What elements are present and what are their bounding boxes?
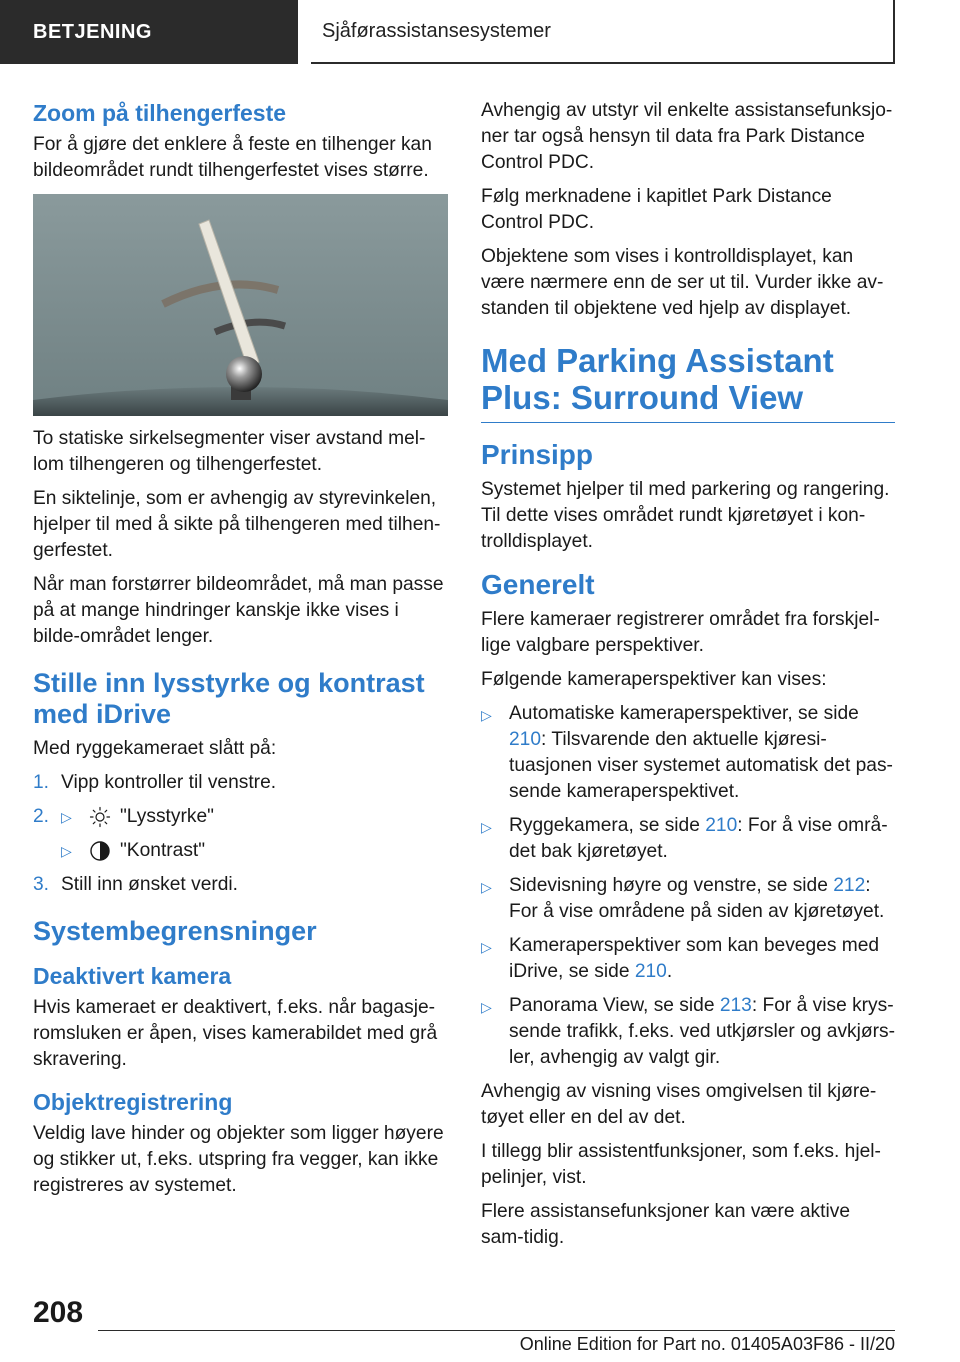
header-separator: [298, 0, 311, 64]
page-number: 208: [33, 1296, 84, 1329]
deactivated-heading: Deaktivert kamera: [33, 963, 232, 989]
list-item: ▷ Sidevisning høyre og venstre, se side 212: For å vise områdene på siden av kjøretøyet.: [481, 873, 895, 925]
chapter-title-box: [311, 0, 895, 64]
list-item: ▷ Kameraperspektiver som kan beveges med iDrive, se side 210.: [481, 933, 895, 985]
display-warning-text: Objektene som vises i kontrolldisplayet, kan være nærmere enn de ser ut til. Vurder ikke av-standen til objektene ved hjelp av displayet.: [481, 246, 884, 319]
general-heading: Generelt: [481, 569, 595, 600]
triangle-bullet-icon: ▷: [61, 809, 72, 825]
general-intro: Følgende kameraperspektiver kan vises:: [481, 669, 827, 690]
page-link[interactable]: 210: [634, 961, 667, 982]
list-item: ▷ Ryggekamera, se side 210: For å vise områ-det bak kjøretøyet.: [481, 813, 895, 865]
page-link[interactable]: 210: [509, 729, 542, 750]
step-1: [33, 770, 448, 796]
page-link[interactable]: 213: [719, 995, 752, 1016]
pdc-text: Avhengig av utstyr vil enkelte assistansefunksjo-ner tar også hensyn til data fra Park Distance Control PDC.: [481, 100, 893, 173]
triangle-bullet-icon: ▷: [481, 999, 492, 1015]
step-number: 3.: [33, 874, 50, 895]
triangle-bullet-icon: ▷: [481, 707, 492, 723]
pdc-notes-text: Følg merknadene i kapitlet Park Distance Control PDC.: [481, 186, 832, 233]
list-item: ▷ Automatiske kameraperspektiver, se side 210: Tilsvarende den aktuelle kjøresi-tuasjonen viser systemet automatisk det pas-sende kameraperspektivet.: [481, 701, 895, 805]
hitch-ball: [226, 356, 262, 392]
section-tab: [0, 0, 298, 64]
principle-text: Systemet hjelper til med parkering og rangering. Til dette vises området rundt kjøretøyet i kon-trolldisplayet.: [481, 479, 890, 552]
multiple-functions-text: Flere assistansefunksjoner kan være aktive sam-tidig.: [481, 1201, 850, 1248]
detection-heading: Objektregistrering: [33, 1089, 233, 1115]
surroundings-text: Avhengig av visning vises omgivelsen til kjøre-tøyet eller en del av det.: [481, 1081, 877, 1128]
step-number: 1.: [33, 772, 50, 793]
limits-heading: Systembegrensninger: [33, 916, 317, 946]
step-text: Vipp kontroller til venstre.: [61, 772, 277, 793]
brightness-heading: Stille inn lysstyrke og kontrast med iDrive: [33, 668, 425, 729]
list-item: ▷ Panorama View, se side 213: For å vise krys-sende trafikk, f.eks. ved utkjørsler og avkjørs-ler, avhengig av valgt gir.: [481, 993, 895, 1071]
brightness-sun-icon: [89, 806, 111, 828]
figure-caption-1: To statiske sirkelsegmenter viser avstand mel-lom tilhengeren og tilhengerfestet.: [33, 428, 426, 475]
page-link[interactable]: 212: [833, 875, 866, 896]
brightness-intro: Med ryggekameraet slått på:: [33, 738, 277, 759]
figure-caption-2: En siktelinje, som er avhengig av styrevinkelen, hjelper til med å sikte på tilhengeren med tilhen-gerfestet.: [33, 488, 441, 561]
section-label: BETJENING: [33, 20, 152, 43]
page-link[interactable]: 210: [705, 815, 738, 836]
assist-functions-text: I tillegg blir assistentfunksjoner, som f.eks. hjel-pelinjer, vist.: [481, 1141, 881, 1188]
triangle-bullet-icon: ▷: [481, 879, 492, 895]
deactivated-text: Hvis kameraet er deaktivert, f.eks. når bagasje-romsluken er åpen, vises kamerabildet med grå skravering.: [33, 997, 438, 1070]
step-number: 2.: [33, 806, 50, 827]
figure-caption-3: Når man forstørrer bildeområdet, må man passe på at mange hindringer kanskje ikke vises i bilde-området lenger.: [33, 574, 444, 647]
general-text: Flere kameraer registrerer området fra forskjel-lige valgbare perspektiver.: [481, 609, 880, 656]
trailer-hitch-camera-image: [33, 194, 448, 416]
brightness-label: "Lysstyrke": [120, 806, 214, 827]
surround-view-heading: Med Parking Assistant Plus: Surround View: [481, 342, 834, 416]
contrast-icon: [89, 840, 111, 862]
zoom-heading: Zoom på tilhengerfeste: [33, 100, 287, 126]
brightness-menu-item[interactable]: [61, 804, 214, 830]
chapter-title: Sjåførassistansesystemer: [322, 19, 551, 42]
principle-heading: Prinsipp: [481, 439, 594, 470]
zoom-text: For å gjøre det enklere å feste en tilhenger kan bildeområdet rundt tilhengerfestet vises større.: [33, 134, 432, 181]
contrast-label: "Kontrast": [120, 840, 206, 861]
step-2: [33, 804, 448, 864]
edition-footer: Online Edition for Part no. 01405A03F86 - II/20: [519, 1334, 895, 1354]
heading-rule: [481, 422, 895, 423]
step-3: [33, 872, 448, 898]
detection-text: Veldig lave hinder og objekter som ligger høyere og stikker ut, f.eks. utspring fra vegger, kan ikke registreres av systemet.: [33, 1123, 444, 1196]
triangle-bullet-icon: ▷: [481, 939, 492, 955]
contrast-menu-item[interactable]: [61, 838, 205, 864]
footer-rule: [98, 1330, 895, 1331]
right-column: [481, 98, 895, 1259]
triangle-bullet-icon: ▷: [61, 843, 72, 859]
triangle-bullet-icon: ▷: [481, 819, 492, 835]
left-column: [33, 98, 448, 1207]
step-text: Still inn ønsket verdi.: [61, 874, 239, 895]
